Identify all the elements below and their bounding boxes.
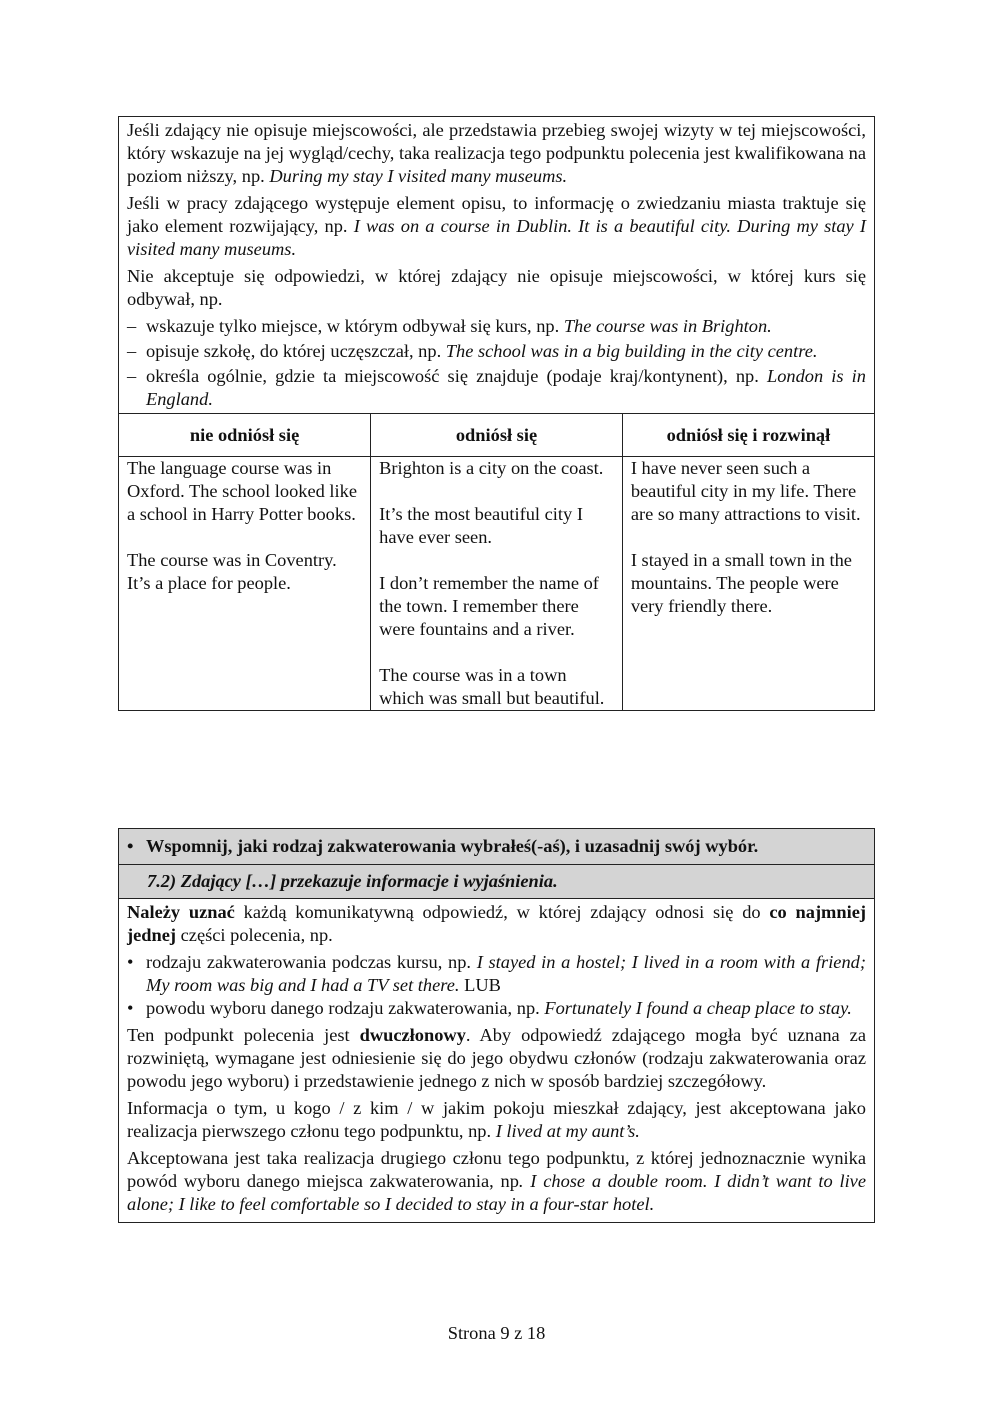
example-text: It’s the most beautiful city I have ever seen.: [379, 504, 583, 547]
example-text: The course was in a town which was small but beautiful.: [379, 665, 605, 708]
table-cell-addressed-developed: [622, 457, 874, 711]
criteria-box-7-2: [118, 828, 875, 1223]
task-subheader: 7.2) Zdający […] przekazuje informacje i wyjaśnienia.: [119, 865, 874, 899]
paragraph-first-part: Informacja o tym, u kogo / z kim / w jakim pokoju mieszkał zdający, jest akceptowana jako realizacja pierwszego członu tego podpunktu, np. I lived at my aunt’s.: [127, 1098, 866, 1141]
bullet-marker: •: [127, 998, 134, 1018]
example-text: I have never seen such a beautiful city in my life. There are so many attractions to visit.: [630, 458, 861, 524]
task-header: • Wspomnij, jaki rodzaj zakwaterowania wybrałeś(-aś), i uzasadnij swój wybór.: [119, 829, 874, 865]
example-text: The course was in Coventry. It’s a place for people.: [127, 550, 337, 593]
criteria-text: [119, 117, 874, 411]
list-item: • powodu wyboru danego rodzaju zakwaterowania, np. Fortunately I found a cheap place to stay.: [127, 998, 852, 1018]
column-header: odniósł się i rozwinął: [622, 414, 874, 457]
not-accepted-list: [127, 315, 866, 411]
list-item: – wskazuje tylko miejsce, w którym odbywał się kurs, np. The course was in Brighton.: [127, 316, 772, 336]
table-cell-addressed: [371, 457, 623, 711]
column-header: nie odniósł się: [119, 414, 371, 457]
example-text: The language course was in Oxford. The school looked like a school in Harry Potter books.: [127, 458, 358, 524]
accept-list: [127, 951, 866, 1020]
table-cell-not-addressed: [119, 457, 371, 711]
example-text: Brighton is a city on the coast.: [379, 458, 604, 478]
paragraph-developing-element: Jeśli w pracy zdającego występuje element opisu, to informację o zwiedzaniu miasta traktuje się jako element rozwijający, np. I was on a course in Dublin. It is a beautiful city. During my stay I visited many museums.: [127, 193, 866, 259]
table-header-row: [119, 414, 874, 457]
bullet-marker: •: [127, 952, 134, 972]
paragraph-second-part: Akceptowana jest taka realizacja drugiego członu tego podpunktu, z której jednoznacznie wynika powód wyboru danego miejsca zakwaterowania, np. I chose a double room. I didn’t want to live alone; I like to feel comfortable so I decided to stay in a four-star hotel.: [127, 1148, 867, 1214]
page-number: Strona 9 z 18: [447, 1323, 546, 1343]
example-text: I don’t remember the name of the town. I remember there were fountains and a river.: [379, 573, 599, 639]
criteria-box-7-1: [118, 116, 875, 711]
example-text: I stayed in a small town in the mountains. The people were very friendly there.: [630, 550, 852, 616]
paragraph-two-part: Ten podpunkt polecenia jest dwuczłonowy. Aby odpowiedź zdającego mogła być uznana za rozwiniętą, wymagane jest odniesienie się do jego obydwu członów (rodzaju zakwaterowania oraz powodu jego wyboru) i przedstawienie jednego z nich w sposób bardziej szczegółowy.: [127, 1025, 867, 1091]
dash-marker: –: [127, 316, 137, 336]
dash-marker: –: [127, 341, 137, 361]
column-header: odniósł się: [371, 414, 623, 457]
paragraph-accept: Należy uznać każdą komunikatywną odpowiedź, w której zdający odnosi się do co najmniej jednej części polecenia, np.: [127, 902, 867, 945]
paragraph-not-accepted: Nie akceptuje się odpowiedzi, w której zdający nie opisuje miejscowości, w której kurs się odbywał, np.: [127, 266, 866, 309]
examples-table: [119, 413, 874, 710]
bullet-marker: •: [127, 836, 134, 856]
dash-marker: –: [127, 366, 137, 386]
list-item: • rodzaju zakwaterowania podczas kursu, np. I stayed in a hostel; I lived in a room with a friend; My room was big and I had a TV set there. LUB: [127, 952, 866, 995]
criteria-text: [119, 899, 874, 1222]
list-item: – określa ogólnie, gdzie ta miejscowość się znajduje (podaje kraj/kontynent), np. London is in England.: [127, 366, 866, 409]
paragraph-lower-level: Jeśli zdający nie opisuje miejscowości, ale przedstawia przebieg swojej wizyty w tej miejscowości, który wskazuje na jej wygląd/cechy, taka realizacja tego podpunktu polecenia jest kwalifikowana na poziom niższy, np. During my stay I visited many museums.: [127, 120, 866, 186]
list-item: – opisuje szkołę, do której uczęszczał, np. The school was in a big building in the city centre.: [127, 341, 818, 361]
table-row: [119, 457, 874, 711]
